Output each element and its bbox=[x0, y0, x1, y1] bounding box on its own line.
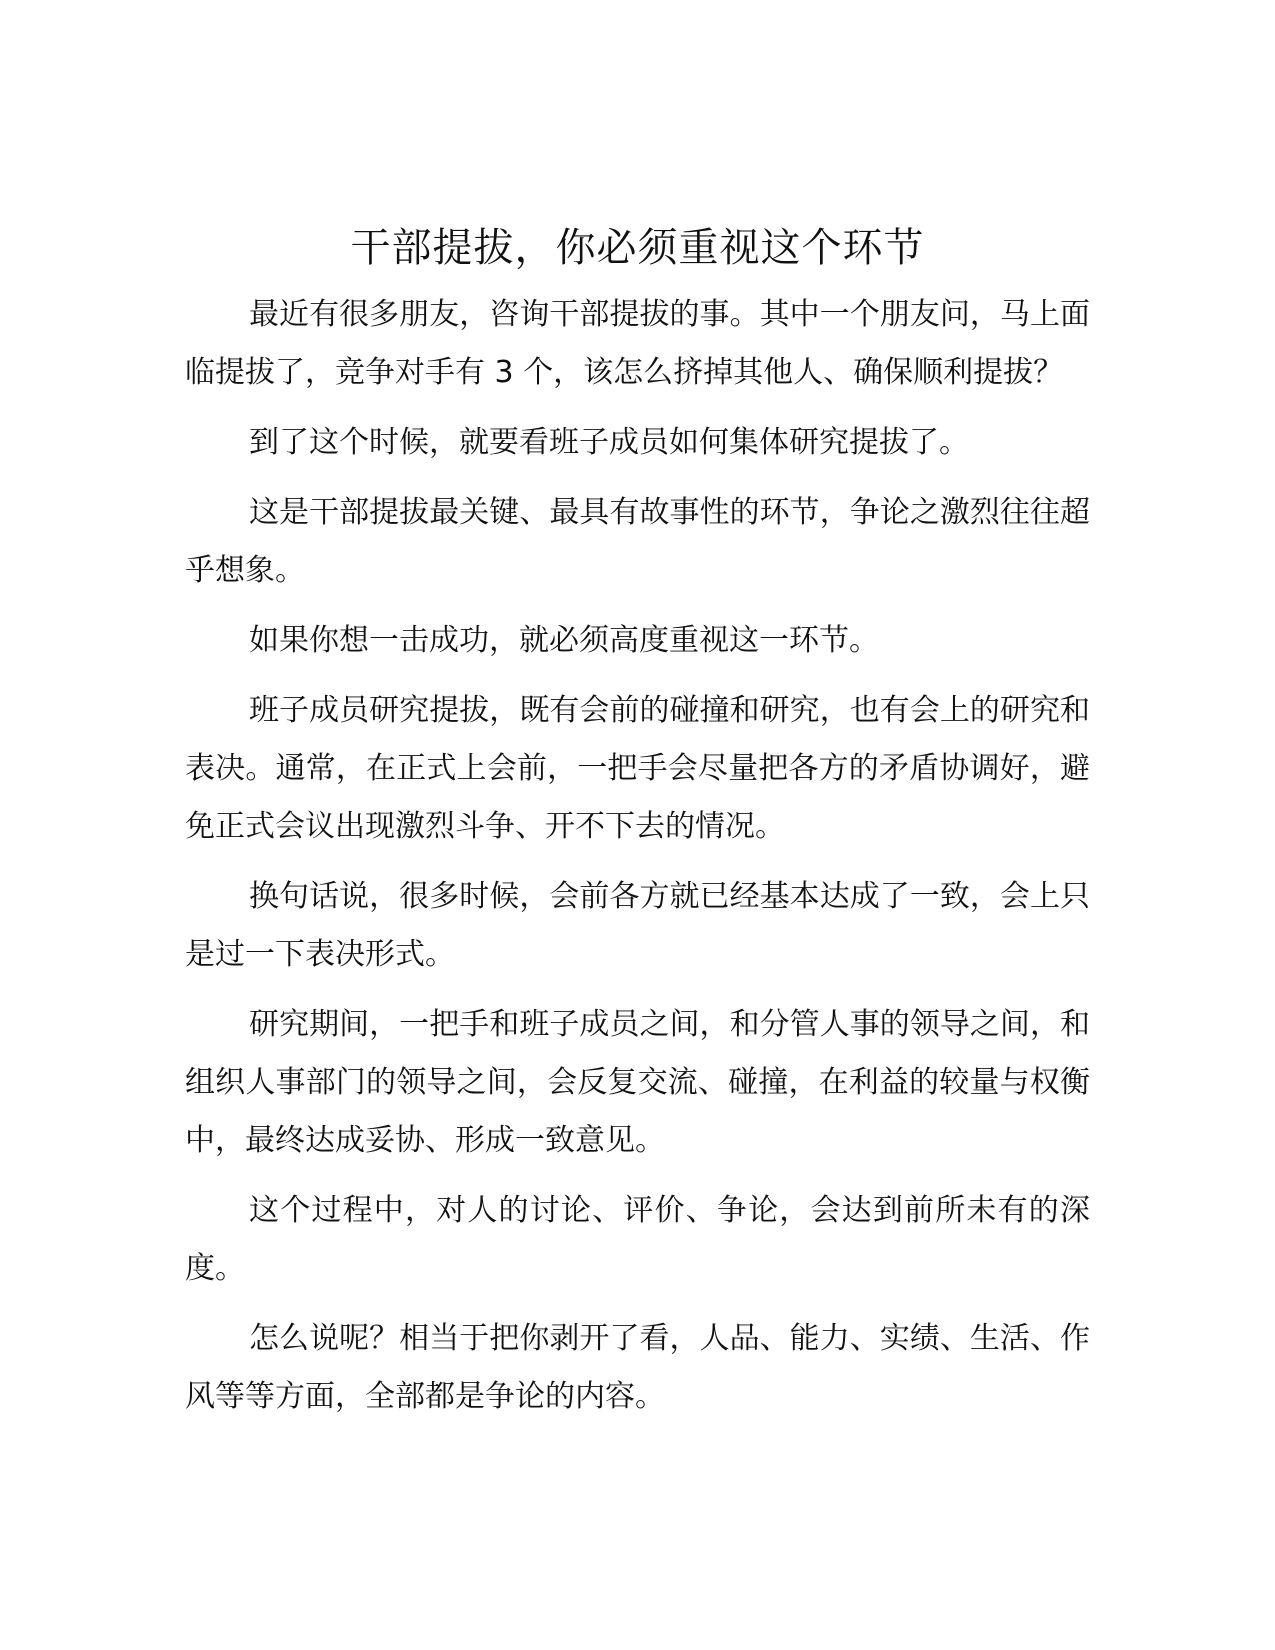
paragraph-4: 如果你想一击成功，就必须高度重视这一环节。 bbox=[249, 623, 879, 658]
paragraph-6: 换句话说，很多时候，会前各方就已经基本达成了一致，会上只是过一下表决形式。 bbox=[185, 879, 1090, 972]
paragraph-1: 最近有很多朋友，咨询干部提拔的事。其中一个朋友问，马上面临提拔了，竞争对手有 3 个，该怎么挤掉其他人、确保顺利提拔？ bbox=[185, 297, 1090, 390]
paragraph-3: 这是干部提拔最关键、最具有故事性的环节，争论之激烈往往超乎想象。 bbox=[185, 495, 1090, 588]
paragraph-8: 这个过程中，对人的讨论、评价、争论，会达到前所未有的深度。 bbox=[185, 1193, 1090, 1286]
paragraph-5: 班子成员研究提拔，既有会前的碰撞和研究，也有会上的研究和表决。通常，在正式上会前，一把手会尽量把各方的矛盾协调好，避免正式会议出现激烈斗争、开不下去的情况。 bbox=[185, 693, 1090, 844]
paragraph-2: 到了这个时候，就要看班子成员如何集体研究提拔了。 bbox=[249, 425, 969, 460]
paragraph-9: 怎么说呢？相当于把你剥开了看，人品、能力、实绩、生活、作风等等方面，全部都是争论的内容。 bbox=[185, 1321, 1090, 1414]
document-title: 干部提拔，你必须重视这个环节 bbox=[350, 225, 925, 271]
document-page bbox=[185, 222, 1090, 1438]
paragraph-7: 研究期间，一把手和班子成员之间，和分管人事的领导之间，和组织人事部门的领导之间，会反复交流、碰撞，在利益的较量与权衡中，最终达成妥协、形成一致意见。 bbox=[185, 1007, 1090, 1158]
